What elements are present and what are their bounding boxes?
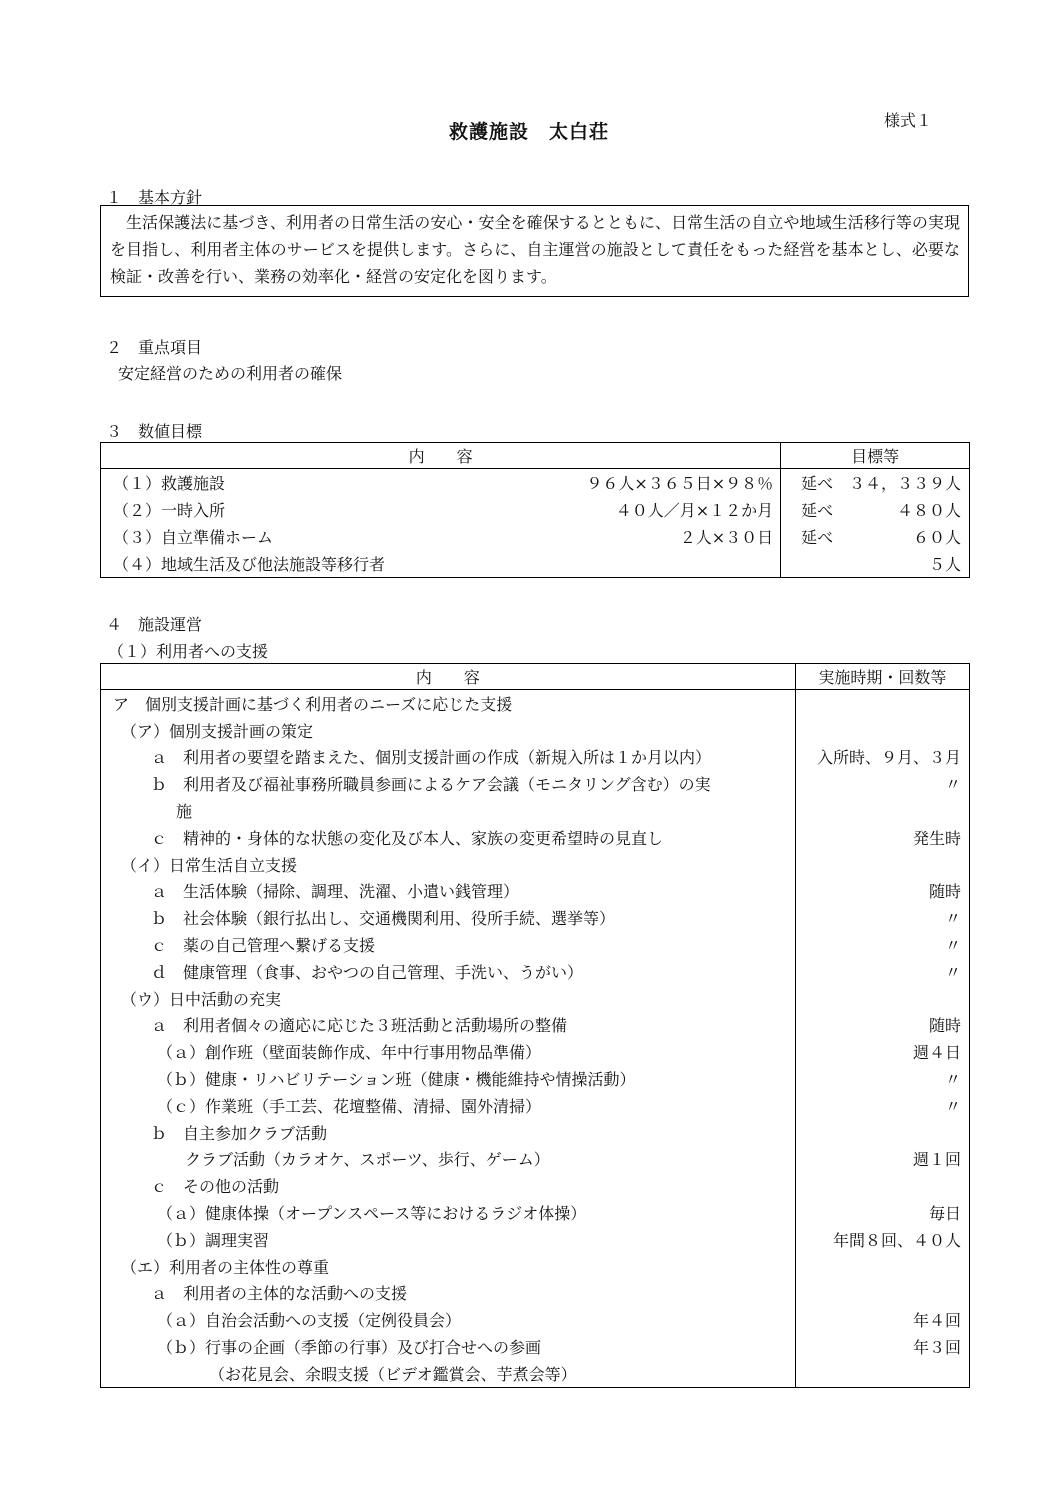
- row-timing: 入所時、９月、３月: [795, 744, 969, 771]
- row-timing: [795, 1172, 969, 1199]
- row-prefix: 延べ: [801, 474, 834, 493]
- row-label: （１）救護施設: [113, 474, 226, 493]
- row-content: （ａ）自治会活動への支援（定例役員会）: [101, 1306, 796, 1333]
- column-header-content: 内 容: [101, 443, 781, 469]
- table-row: [101, 744, 970, 771]
- table-row: [101, 1172, 970, 1199]
- table-row: [101, 469, 970, 497]
- table-row: [101, 931, 970, 958]
- table-row: [101, 1333, 970, 1360]
- table-row: [101, 523, 970, 550]
- table-header-row: [101, 664, 970, 690]
- table-row: [101, 985, 970, 1012]
- section-4-subheading: （１）利用者への支援: [108, 642, 269, 661]
- table-row: [101, 1146, 970, 1173]
- row-content: （ｂ）行事の企画（季節の行事）及び打合せへの参画: [101, 1333, 796, 1360]
- row-content: ｂ 自主参加クラブ活動: [101, 1119, 796, 1146]
- row-content: ア 個別支援計画に基づく利用者のニーズに応じた支援: [101, 690, 796, 717]
- row-timing: [795, 797, 969, 824]
- row-content: ａ 利用者個々の適応に応じた３班活動と活動場所の整備: [101, 1012, 796, 1039]
- table-row: [101, 1226, 970, 1253]
- row-label: （４）地域生活及び他法施設等移行者: [113, 555, 386, 574]
- row-timing: 年間８回、４０人: [795, 1226, 969, 1253]
- table-row: [101, 1012, 970, 1039]
- document-title: 救護施設 太白荘: [448, 121, 609, 143]
- row-content: ｃ 精神的・身体的な状態の変化及び本人、家族の変更希望時の見直し: [101, 824, 796, 851]
- column-header-timing: 実施時期・回数等: [795, 664, 969, 690]
- priority-item-text: 安定経営のための利用者の確保: [118, 364, 343, 383]
- column-header-target: 目標等: [781, 443, 970, 469]
- row-label: （３）自立準備ホーム: [113, 528, 274, 547]
- row-timing: 〃: [795, 958, 969, 985]
- section-2-heading: ２ 重点項目: [106, 338, 203, 357]
- table-row: [101, 496, 970, 523]
- row-content: ｂ 社会体験（銀行払出し、交通機関利用、役所手続、選挙等）: [101, 904, 796, 931]
- table-row: [101, 824, 970, 851]
- row-timing: 随時: [795, 1012, 969, 1039]
- row-content: ｂ 利用者及び福祉事務所職員参画によるケア会議（モニタリング含む）の実: [101, 770, 796, 797]
- table-header-row: [101, 443, 970, 469]
- row-timing: 随時: [795, 878, 969, 905]
- row-content: （ア）個別支援計画の策定: [101, 717, 796, 744]
- row-timing: 〃: [795, 770, 969, 797]
- row-timing: 年３回: [795, 1333, 969, 1360]
- row-timing: [795, 985, 969, 1012]
- row-content: 施: [101, 797, 796, 824]
- row-prefix: 延べ: [801, 501, 834, 520]
- row-timing: [795, 717, 969, 744]
- row-content: （ａ）創作班（壁面装飾作成、年中行事用物品準備）: [101, 1038, 796, 1065]
- row-timing: [795, 1360, 969, 1387]
- section-1-heading: １ 基本方針: [106, 188, 203, 207]
- row-content: クラブ活動（カラオケ、スポーツ、歩行、ゲーム）: [101, 1146, 796, 1173]
- row-value: ５人: [928, 555, 961, 574]
- table-row: [101, 1065, 970, 1092]
- row-calc: ４０人／月×１２か月: [615, 501, 774, 520]
- table-row: [101, 958, 970, 985]
- row-timing: 〃: [795, 1092, 969, 1119]
- row-timing: [795, 1119, 969, 1146]
- row-timing: [795, 1280, 969, 1307]
- table-row: [101, 1253, 970, 1280]
- row-content: （ｃ）作業班（手工芸、花壇整備、清掃、園外清掃）: [101, 1092, 796, 1119]
- row-value: ４８０人: [896, 501, 961, 520]
- row-prefix: 延べ: [801, 528, 834, 547]
- row-timing: 〃: [795, 1065, 969, 1092]
- row-content: （ｂ）調理実習: [101, 1226, 796, 1253]
- row-calc: ２人×３０日: [679, 528, 774, 547]
- row-timing: 週１回: [795, 1146, 969, 1173]
- row-content: ａ 利用者の主体的な活動への支援: [101, 1280, 796, 1307]
- row-content: ｃ 薬の自己管理へ繋げる支援: [101, 931, 796, 958]
- form-number: 様式１: [884, 111, 933, 130]
- row-timing: 年４回: [795, 1306, 969, 1333]
- row-calc: ９６人×３６５日×９８％: [586, 474, 774, 493]
- numeric-targets-table: [100, 442, 970, 578]
- table-row: [101, 770, 970, 797]
- table-row: [101, 904, 970, 931]
- basic-policy-box: 生活保護法に基づき、利用者の日常生活の安心・安全を確保するとともに、日常生活の自立や地域生活移行等の実現を目指し、利用者主体のサービスを提供します。さらに、自主運営の施設として責任をもった経営を基本とし、必要な検証・改善を行い、業務の効率化・経営の安定化を図ります。: [100, 205, 969, 297]
- table-row: [101, 717, 970, 744]
- row-content: ｃ その他の活動: [101, 1172, 796, 1199]
- row-timing: [795, 690, 969, 717]
- table-row: [101, 797, 970, 824]
- row-content: （ａ）健康体操（オープンスペース等におけるラジオ体操）: [101, 1199, 796, 1226]
- row-content: （イ）日常生活自立支援: [101, 851, 796, 878]
- row-content: （お花見会、余暇支援（ビデオ鑑賞会、芋煮会等）: [101, 1360, 796, 1387]
- row-content: ａ 生活体験（掃除、調理、洗濯、小遣い銭管理）: [101, 878, 796, 905]
- row-content: ａ 利用者の要望を踏まえた、個別支援計画の作成（新規入所は１か月以内）: [101, 744, 796, 771]
- table-row: [101, 1199, 970, 1226]
- row-content: （ウ）日中活動の充実: [101, 985, 796, 1012]
- section-3-heading: ３ 数値目標: [106, 422, 203, 441]
- row-timing: [795, 1253, 969, 1280]
- table-row: [101, 550, 970, 578]
- column-header-content: 内 容: [101, 664, 796, 690]
- row-label: （２）一時入所: [113, 501, 226, 520]
- row-value: ６０人: [912, 528, 961, 547]
- row-timing: 〃: [795, 904, 969, 931]
- table-row: [101, 1360, 970, 1387]
- table-row: [101, 1038, 970, 1065]
- table-row: [101, 690, 970, 717]
- row-timing: 発生時: [795, 824, 969, 851]
- user-support-table: [100, 663, 970, 1388]
- table-row: [101, 1092, 970, 1119]
- row-timing: 〃: [795, 931, 969, 958]
- table-row: [101, 851, 970, 878]
- row-content: （ｂ）健康・リハビリテーション班（健康・機能維持や情操活動）: [101, 1065, 796, 1092]
- table-row: [101, 1306, 970, 1333]
- row-content: （エ）利用者の主体性の尊重: [101, 1253, 796, 1280]
- section-4-heading: ４ 施設運営: [106, 615, 203, 634]
- table-row: [101, 1280, 970, 1307]
- row-timing: [795, 851, 969, 878]
- row-timing: 毎日: [795, 1199, 969, 1226]
- row-value: ３４，３３９人: [848, 474, 961, 493]
- row-content: ｄ 健康管理（食事、おやつの自己管理、手洗い、うがい）: [101, 958, 796, 985]
- row-timing: 週４日: [795, 1038, 969, 1065]
- table-row: [101, 878, 970, 905]
- table-row: [101, 1119, 970, 1146]
